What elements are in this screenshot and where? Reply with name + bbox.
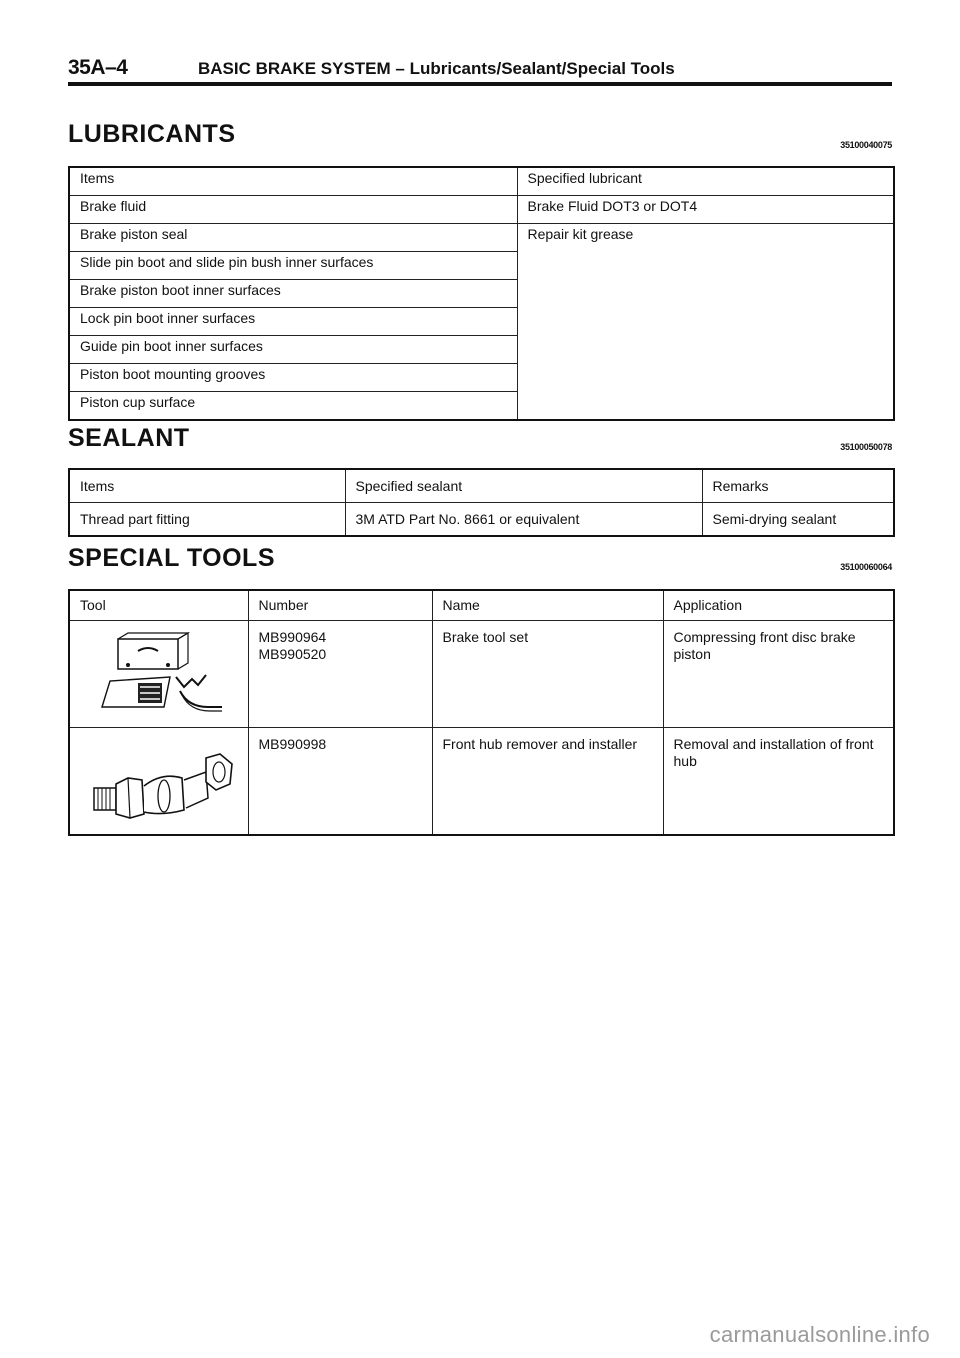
table-row bbox=[69, 196, 894, 224]
lubricant-item: Brake piston seal bbox=[69, 224, 517, 252]
sealant-table bbox=[68, 468, 895, 537]
lubricant-item: Slide pin boot and slide pin bush inner surfaces bbox=[69, 252, 517, 280]
lubricants-code: 35100040075 bbox=[840, 140, 892, 150]
tool-number-cell bbox=[248, 728, 432, 836]
col-header-number: Number bbox=[248, 590, 432, 621]
col-header-items: Items bbox=[69, 469, 345, 503]
tool-number-cell bbox=[248, 621, 432, 728]
lubricant-spec: Repair kit grease bbox=[517, 224, 894, 421]
table-row bbox=[69, 728, 894, 836]
lubricant-item: Piston boot mounting grooves bbox=[69, 364, 517, 392]
page-header bbox=[68, 54, 892, 86]
col-header-remarks: Remarks bbox=[702, 469, 894, 503]
sealant-heading: SEALANT bbox=[68, 424, 190, 452]
tool-illustration-cell bbox=[69, 728, 248, 836]
sealant-remarks: Semi-drying sealant bbox=[702, 503, 894, 537]
table-header-row bbox=[69, 590, 894, 621]
tool-number: MB990964 bbox=[258, 629, 327, 645]
lubricant-item: Piston cup surface bbox=[69, 392, 517, 421]
tool-number: MB990998 bbox=[258, 736, 327, 752]
sealant-spec: 3M ATD Part No. 8661 or equivalent bbox=[345, 503, 702, 537]
tool-name: Front hub remover and installer bbox=[432, 728, 663, 836]
lubricant-item: Lock pin boot inner surfaces bbox=[69, 308, 517, 336]
page-number: 35A–4 bbox=[68, 56, 128, 79]
table-row bbox=[69, 621, 894, 728]
table-header-row bbox=[69, 469, 894, 503]
col-header-lubricant: Specified lubricant bbox=[517, 167, 894, 196]
table-row bbox=[69, 224, 894, 252]
lubricant-spec: Brake Fluid DOT3 or DOT4 bbox=[517, 196, 894, 224]
col-header-application: Application bbox=[663, 590, 894, 621]
table-header-row bbox=[69, 167, 894, 196]
tool-number: MB990520 bbox=[258, 646, 327, 662]
tool-illustration-cell bbox=[69, 621, 248, 728]
sealant-code: 35100050078 bbox=[840, 442, 892, 452]
col-header-tool: Tool bbox=[69, 590, 248, 621]
special-tools-code: 35100060064 bbox=[840, 562, 892, 572]
table-row bbox=[69, 503, 894, 537]
front-hub-remover-icon bbox=[88, 736, 238, 826]
watermark: carmanualsonline.info bbox=[709, 1322, 930, 1347]
page-title: BASIC BRAKE SYSTEM – Lubricants/Sealant/Special Tools bbox=[198, 59, 675, 78]
tool-name: Brake tool set bbox=[432, 621, 663, 728]
lubricant-item: Brake piston boot inner surfaces bbox=[69, 280, 517, 308]
special-tools-heading: SPECIAL TOOLS bbox=[68, 544, 276, 572]
col-header-items: Items bbox=[69, 167, 517, 196]
sealant-item: Thread part fitting bbox=[69, 503, 345, 537]
col-header-name: Name bbox=[432, 590, 663, 621]
brake-tool-set-icon bbox=[88, 629, 228, 719]
col-header-sealant: Specified sealant bbox=[345, 469, 702, 503]
lubricant-item: Guide pin boot inner surfaces bbox=[69, 336, 517, 364]
tool-application: Compressing front disc brake piston bbox=[663, 621, 894, 728]
lubricants-table bbox=[68, 166, 895, 421]
lubricant-item: Brake fluid bbox=[69, 196, 517, 224]
special-tools-table bbox=[68, 589, 895, 836]
tool-application: Removal and installation of front hub bbox=[663, 728, 894, 836]
lubricants-heading: LUBRICANTS bbox=[68, 120, 236, 148]
